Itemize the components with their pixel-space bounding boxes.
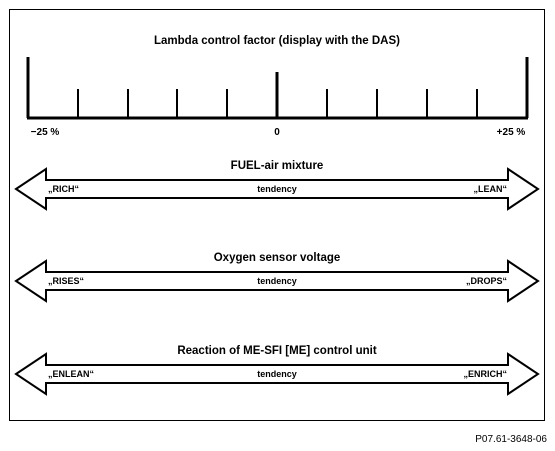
lambda-scale [27, 57, 528, 118]
arrow-right-label-lean: „LEAN“ [473, 184, 507, 194]
scale-label-zero: 0 [274, 127, 280, 138]
arrow-left-label-enlean: „ENLEAN“ [48, 369, 95, 379]
scale-title: Lambda control factor (display with the DAS) [154, 35, 400, 47]
scale-label-plus25: +25 % [496, 127, 526, 138]
arrow-middle-label: tendency [257, 276, 297, 286]
arrow-middle-label: tendency [257, 184, 297, 194]
figure-id: P07.61-3648-06 [475, 434, 547, 445]
arrow-title-oxygen-sensor: Oxygen sensor voltage [213, 252, 341, 264]
arrow-right-label-enrich: „ENRICH“ [463, 369, 507, 379]
arrow-left-label-rich: „RICH“ [48, 184, 79, 194]
arrow-title-control-unit: Reaction of ME-SFI [ME] control unit [177, 345, 377, 357]
scale-label-minus25: −25 % [30, 127, 60, 138]
arrow-right-label-drops: „DROPS“ [465, 276, 507, 286]
arrow-title-fuel-air: FUEL-air mixture [230, 160, 324, 172]
arrow-left-label-rises: „RISES“ [48, 276, 85, 286]
arrow-middle-label: tendency [257, 369, 297, 379]
